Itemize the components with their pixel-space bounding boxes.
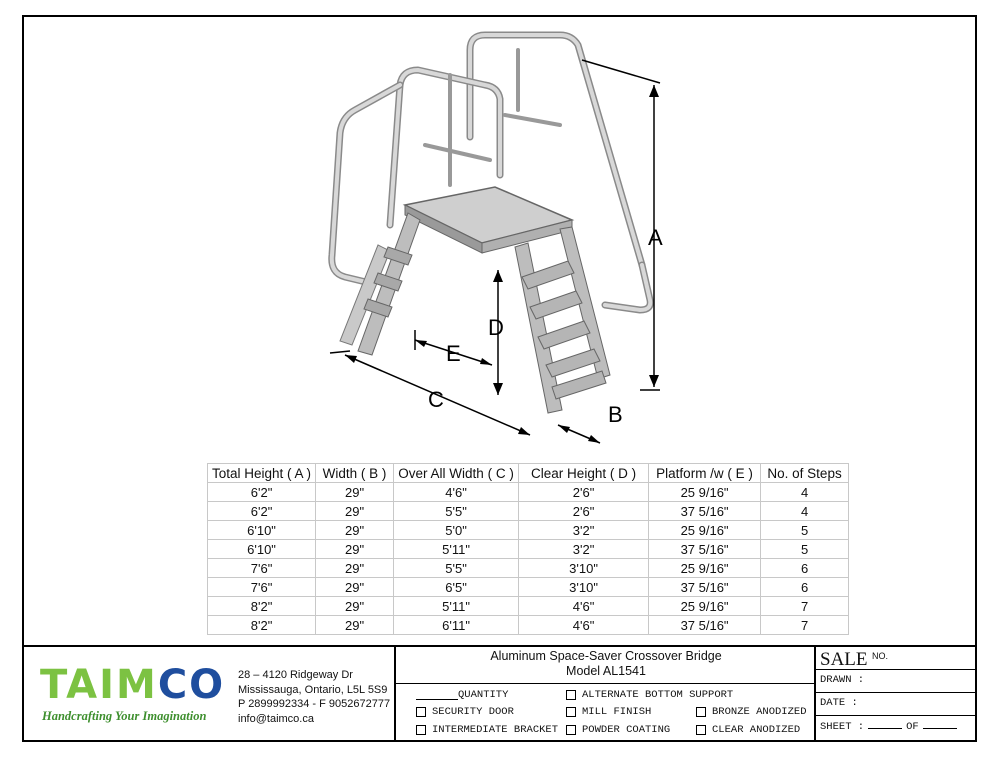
table-cell: 5'11" (394, 540, 519, 559)
dimension-label-a: A (648, 225, 663, 250)
option-label: INTERMEDIATE BRACKET (432, 724, 559, 736)
intermediate-bracket-option[interactable] (416, 724, 558, 736)
table-cell: 37 5/16" (649, 616, 761, 635)
table-cell: 6'10" (208, 521, 316, 540)
project-panel (396, 647, 816, 740)
table-cell: 6'2" (208, 502, 316, 521)
sheet-number-blank[interactable] (868, 720, 902, 729)
table-row (208, 502, 849, 521)
table-cell: 6'2" (208, 483, 316, 502)
column-header: Total Height ( A ) (208, 464, 316, 483)
table-cell: 8'2" (208, 616, 316, 635)
model-number: Model AL1541 (566, 664, 646, 678)
table-cell: 3'2" (519, 540, 649, 559)
table-cell: 25 9/16" (649, 559, 761, 578)
sheet-total-blank[interactable] (923, 720, 957, 729)
project-title-block (396, 649, 816, 679)
clear-anodized-option[interactable] (696, 724, 800, 736)
checkbox[interactable] (416, 725, 426, 735)
sheet-field (820, 720, 961, 733)
dimension-label-b: B (608, 402, 623, 427)
table-row (208, 597, 849, 616)
table-cell: 37 5/16" (649, 540, 761, 559)
table-cell: 5'5" (394, 559, 519, 578)
divider (816, 669, 977, 670)
company-logo (40, 662, 226, 708)
table-cell: 5 (761, 521, 849, 540)
table-cell: 5'11" (394, 597, 519, 616)
logo-text-blue: CO (157, 662, 226, 708)
specification-table (207, 463, 849, 635)
table-cell: 29" (316, 483, 394, 502)
dimension-label-e: E (446, 341, 461, 366)
company-info-panel (24, 647, 396, 740)
table-cell: 7'6" (208, 559, 316, 578)
table-cell: 37 5/16" (649, 502, 761, 521)
of-label: OF (906, 721, 919, 733)
sheet-label: SHEET : (820, 721, 865, 733)
powder-coating-option[interactable] (566, 724, 670, 736)
table-cell: 2'6" (519, 483, 649, 502)
table-cell: 6'10" (208, 540, 316, 559)
logo-text-green: TAIM (40, 662, 158, 708)
quantity-label: QUANTITY (458, 689, 509, 701)
checkbox[interactable] (566, 690, 576, 700)
security-door-option[interactable] (416, 706, 514, 718)
table-cell: 3'2" (519, 521, 649, 540)
table-cell: 4 (761, 502, 849, 521)
table-row (208, 616, 849, 635)
table-cell: 29" (316, 559, 394, 578)
table-row (208, 540, 849, 559)
sale-label: SALE (820, 649, 868, 670)
table-header-row (208, 464, 849, 483)
sale-info-panel (816, 647, 977, 740)
option-label: CLEAR ANODIZED (712, 724, 801, 736)
table-row (208, 559, 849, 578)
quantity-field[interactable] (416, 689, 508, 701)
checkbox[interactable] (416, 707, 426, 717)
column-header: Over All Width ( C ) (394, 464, 519, 483)
table-cell: 7 (761, 597, 849, 616)
checkbox[interactable] (566, 707, 576, 717)
table-row (208, 578, 849, 597)
table-cell: 6 (761, 559, 849, 578)
column-header: Width ( B ) (316, 464, 394, 483)
sale-number-label: NO. (872, 651, 889, 661)
checkbox[interactable] (696, 725, 706, 735)
checkbox[interactable] (566, 725, 576, 735)
table-cell: 6'5" (394, 578, 519, 597)
table-cell: 4 (761, 483, 849, 502)
table-cell: 3'10" (519, 559, 649, 578)
divider (816, 692, 977, 693)
table-cell: 29" (316, 521, 394, 540)
table-cell: 6'11" (394, 616, 519, 635)
email: info@taimco.ca (238, 712, 314, 725)
quantity-blank (416, 690, 458, 700)
table-cell: 25 9/16" (649, 483, 761, 502)
option-label: BRONZE ANODIZED (712, 706, 807, 718)
table-cell: 5 (761, 540, 849, 559)
table-cell: 37 5/16" (649, 578, 761, 597)
address-line-1: 28 – 4120 Ridgeway Dr (238, 669, 353, 681)
table-cell: 25 9/16" (649, 597, 761, 616)
table-row (208, 521, 849, 540)
table-cell: 3'10" (519, 578, 649, 597)
alternate-bottom-support-option[interactable] (566, 689, 733, 701)
crossover-bridge-drawing (260, 15, 700, 460)
column-header: Platform /w ( E ) (649, 464, 761, 483)
option-label: MILL FINISH (582, 706, 652, 718)
column-header: No. of Steps (761, 464, 849, 483)
table-cell: 29" (316, 616, 394, 635)
table-cell: 4'6" (394, 483, 519, 502)
table-cell: 7 (761, 616, 849, 635)
address-line-2: Mississauga, Ontario, L5L 5S9 (238, 683, 388, 696)
company-tagline: Handcrafting Your Imagination (42, 709, 207, 723)
drawn-field: DRAWN : (820, 674, 865, 686)
mill-finish-option[interactable] (566, 706, 651, 718)
option-label: POWDER COATING (582, 724, 671, 736)
table-cell: 5'5" (394, 502, 519, 521)
table-cell: 4'6" (519, 597, 649, 616)
table-cell: 5'0" (394, 521, 519, 540)
phone-fax: P 2899992334 - F 9052672777 (238, 698, 391, 710)
table-cell: 6 (761, 578, 849, 597)
table-cell: 8'2" (208, 597, 316, 616)
dimension-label-d: D (488, 315, 504, 340)
option-label: SECURITY DOOR (432, 706, 514, 718)
table-cell: 29" (316, 540, 394, 559)
dimension-label-c: C (428, 387, 444, 412)
table-cell: 29" (316, 502, 394, 521)
option-label: ALTERNATE BOTTOM SUPPORT (582, 689, 734, 701)
divider (396, 683, 816, 684)
table-cell: 29" (316, 597, 394, 616)
divider (816, 715, 977, 716)
table-row (208, 483, 849, 502)
table-cell: 7'6" (208, 578, 316, 597)
table-cell: 2'6" (519, 502, 649, 521)
company-address (238, 668, 390, 726)
date-field: DATE : (820, 697, 858, 709)
table-cell: 25 9/16" (649, 521, 761, 540)
table-cell: 29" (316, 578, 394, 597)
table-cell: 4'6" (519, 616, 649, 635)
checkbox[interactable] (696, 707, 706, 717)
column-header: Clear Height ( D ) (519, 464, 649, 483)
project-title: Aluminum Space-Saver Crossover Bridge (490, 649, 722, 663)
title-block (22, 645, 977, 742)
bronze-anodized-option[interactable] (696, 706, 807, 718)
